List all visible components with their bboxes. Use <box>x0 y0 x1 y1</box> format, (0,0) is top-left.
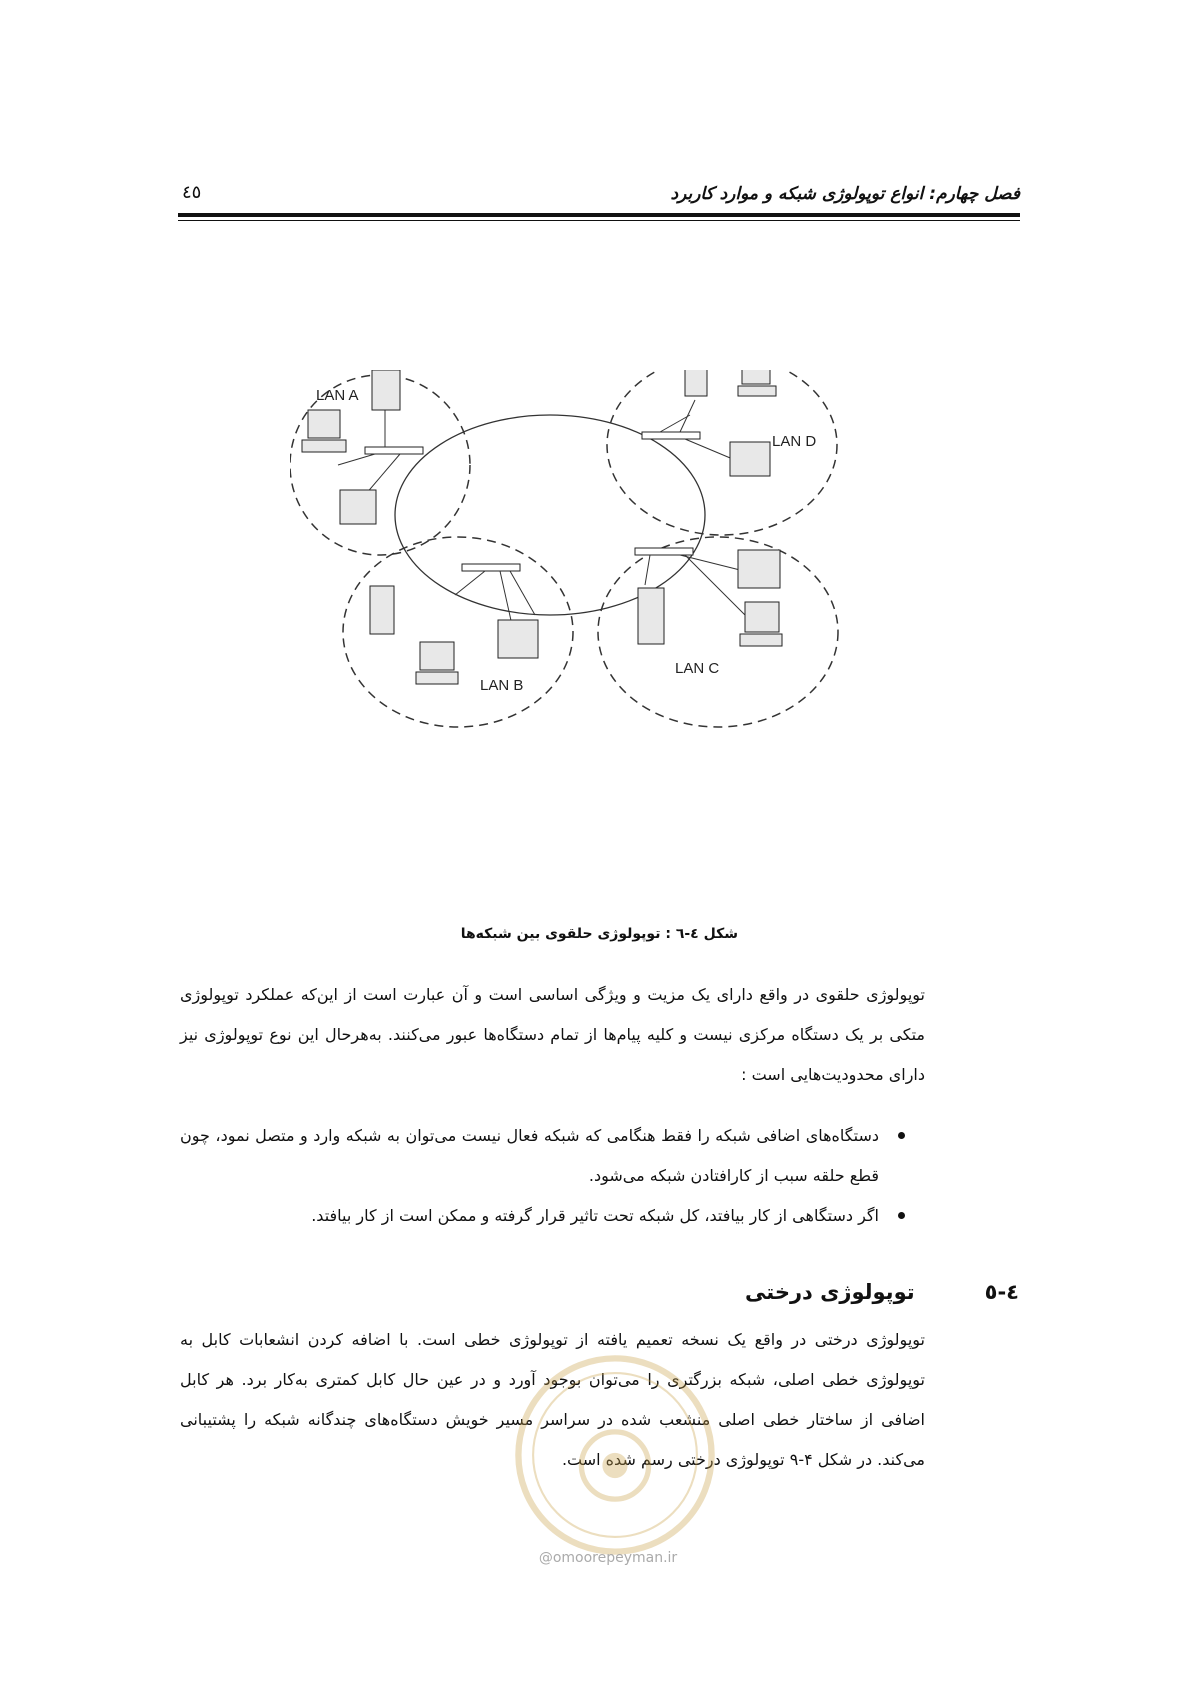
lan-a-printer-icon <box>340 490 376 524</box>
list-item <box>180 1116 905 1196</box>
section-title: توپولوژی درختی <box>745 1280 915 1304</box>
lan-a-label: LAN A <box>316 387 359 404</box>
paragraph-ring-advantages: توپولوژی حلقوی در واقع دارای یک مزیت و ویژگی اساسی است و آن عبارت است از این‌که عملکرد توپولوژی متکی بر یک دستگاه مرکزی نیست و کلیه پیام‌ها از تمام دستگاه‌ها عبور می‌کنند. به‌هرحال این نوع توپولوژی نیز دارای محدودیت‌هایی است : <box>180 985 925 1084</box>
hub-d <box>642 432 700 439</box>
bullet-icon <box>898 1212 905 1219</box>
section-number: ٤-٥ <box>984 1280 1019 1304</box>
list-item-text: اگر دستگاهی از کار بیافتد، کل شبکه تحت تاثیر قرار گرفته و ممکن است از کار بیافتد. <box>311 1206 879 1225</box>
paragraph-tree-topology: توپولوژی درختی در واقع یک نسخه تعمیم یافته از توپولوژی خطی است. با اضافه کردن انشعابات کابل به توپولوژی خطی اصلی، شبکه بزرگتری را می‌توان بوجود آورد و در عین حال کابل کمتری به‌کار برد. هر کابل اضافی از ساختار خطی اصلی منشعب شده در سراسر مسیر خویش دستگاه‌های چندگانه شبکه را پشتیبانی می‌کند. در شکل ۴-۹ توپولوژی درختی رسم شده است. <box>180 1330 925 1469</box>
lan-d-label: LAN D <box>772 433 817 450</box>
section-heading <box>745 1280 1019 1304</box>
list-item-text: دستگاه‌های اضافی شبکه را فقط هنگامی که شبکه فعال نیست می‌توان به شبکه وارد و متصل نمود، چون قطع حلقه سبب از کارافتادن شبکه می‌شود. <box>180 1126 879 1185</box>
lan-b-tower-icon <box>370 586 394 634</box>
hub-a <box>365 447 423 454</box>
list-item <box>180 1196 905 1236</box>
page-number: ٤٥ <box>182 182 202 203</box>
watermark-site: @omoorepeyman.ir <box>538 1550 678 1566</box>
lan-c-printer-icon <box>738 550 780 588</box>
lan-b-monitor-icon <box>420 642 454 670</box>
watermark-seal-icon <box>510 1350 720 1560</box>
lan-b-label: LAN B <box>480 677 524 694</box>
lan-a-tower-icon <box>372 370 400 410</box>
limitations-list <box>180 1116 905 1236</box>
lan-a-monitor-icon <box>308 410 340 438</box>
hub-c <box>635 548 693 555</box>
figure-caption: شکل ٤-٦ : توپولوژی حلقوی بین شبکه‌ها <box>460 926 738 942</box>
central-ring <box>395 415 705 615</box>
lan-d-tower-icon <box>685 370 707 396</box>
bullet-icon <box>898 1132 905 1139</box>
chapter-title: فصل چهارم: انواع توپولوژی شبکه و موارد کاربرد <box>670 184 1020 204</box>
lan-b-printer-icon <box>498 620 538 658</box>
ring-topology-figure <box>290 370 910 790</box>
lan-c-monitor-icon <box>745 602 779 632</box>
lan-c-label: LAN C <box>675 660 720 677</box>
lan-c-tower-icon <box>638 588 664 644</box>
header-rule-thin <box>178 220 1020 221</box>
hub-b <box>462 564 520 571</box>
lan-d-boundary <box>607 370 837 535</box>
lan-d-monitor-icon <box>742 370 770 384</box>
lan-d-printer-icon <box>730 442 770 476</box>
lan-c-boundary <box>598 537 838 727</box>
header-rule-thick <box>178 213 1020 217</box>
